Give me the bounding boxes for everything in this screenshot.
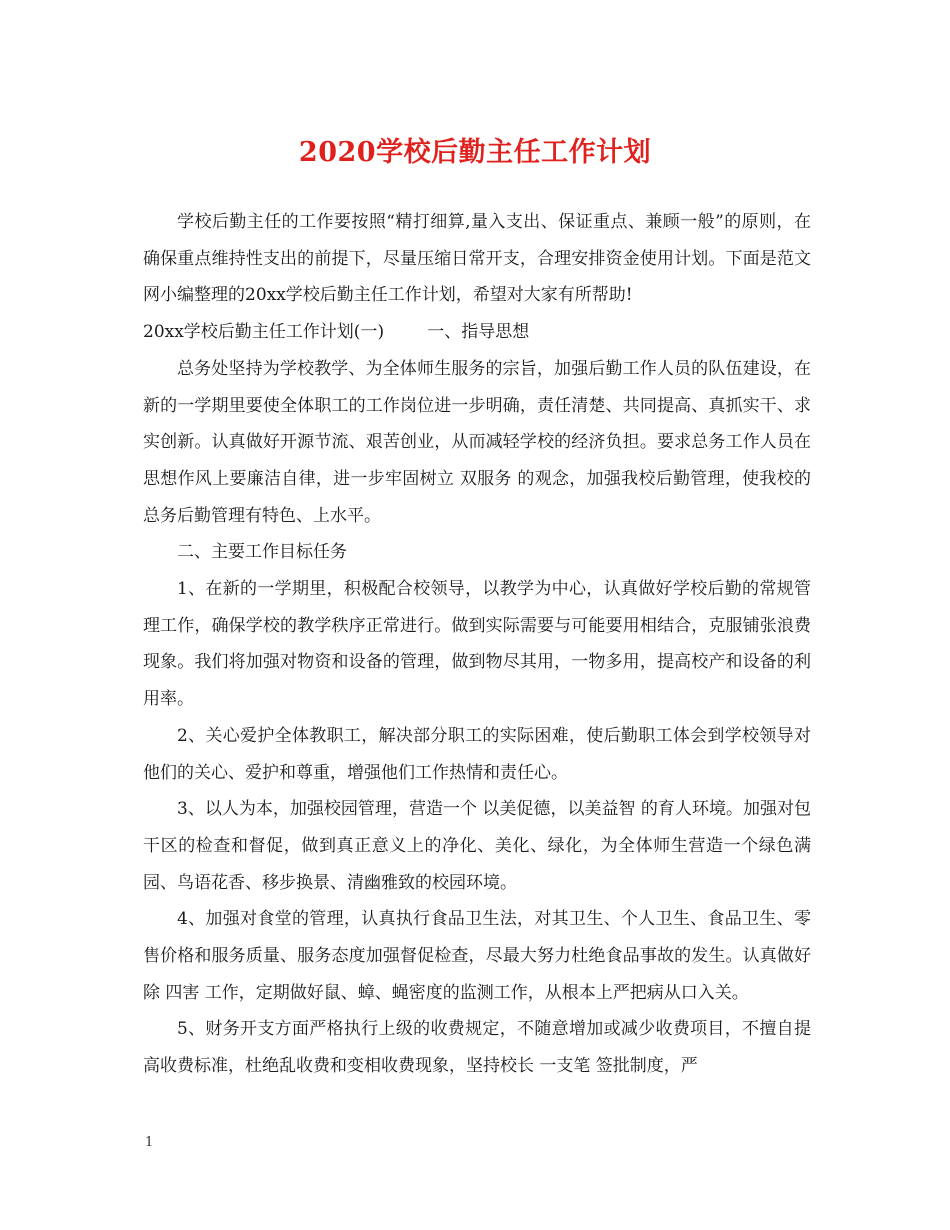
targets-heading: 二、主要工作目标任务 xyxy=(177,542,347,563)
page-number: 1 xyxy=(145,1135,154,1150)
task-item-4: 4、加强对食堂的管理，认真执行食品卫生法，对其卫生、个人卫生、食品卫生、零售价格和服务质量、服务态度加强督促检查，尽最大努力杜绝食品事故的发生。认真做好除 四害 工作，定期做好鼠、蟑、蝇密度的监测工作，从根本上严把病从口入关。 xyxy=(143,909,811,1003)
task-item-5: 5、财务开支方面严格执行上级的收费规定，不随意增加或减少收费项目，不擅自提高收费标准，杜绝乱收费和变相收费现象，坚持校长 一支笔 签批制度，严 xyxy=(143,1019,811,1077)
guiding-paragraph: 总务处坚持为学校教学、为全体师生服务的宗旨，加强后勤工作人员的队伍建设，在新的一学期里要使全体职工的工作岗位进一步明确，责任清楚、共同提高、真抓实干、求实创新。认真做好开源节流、艰苦创业，从而减轻学校的经济负担。要求总务工作人员在思想作风上要廉洁自律，进一步牢固树立 双服务 的观念，加强我校后勤管理，使我校的总务后勤管理有特色、上水平。 xyxy=(143,358,811,526)
task-item-1: 1、在新的一学期里，积极配合校领导，以教学为中心，认真做好学校后勤的常规管理工作，确保学校的教学秩序正常进行。做到实际需要与可能要用相结合，克服铺张浪费现象。我们将加强对物资和设备的管理，做到物尽其用，一物多用，提高校产和设备的利用率。 xyxy=(143,579,811,710)
plan-subtitle-line: 20xx学校后勤主任工作计划(一) 一、指导思想 xyxy=(143,322,530,343)
document-body xyxy=(143,204,811,1085)
task-item-3: 3、以人为本，加强校园管理，营造一个 以美促德，以美益智 的育人环境。加强对包干区的检查和督促，做到真正意义上的净化、美化、绿化，为全体师生营造一个绿色满园、鸟语花香、移步换景、清幽雅致的校园环境。 xyxy=(143,799,811,893)
document-title: 2020学校后勤主任工作计划 xyxy=(298,137,652,168)
intro-paragraph: 学校后勤主任的工作要按照“精打细算,量入支出、保证重点、兼顾一般”的原则，在确保重点维持性支出的前提下，尽量压缩日常开支，合理安排资金使用计划。下面是范文网小编整理的20xx学校后勤主任工作计划，希望对大家有所帮助! xyxy=(143,212,811,306)
task-item-2: 2、关心爱护全体教职工，解决部分职工的实际困难，使后勤职工体会到学校领导对他们的关心、爱护和尊重，增强他们工作热情和责任心。 xyxy=(143,725,811,783)
